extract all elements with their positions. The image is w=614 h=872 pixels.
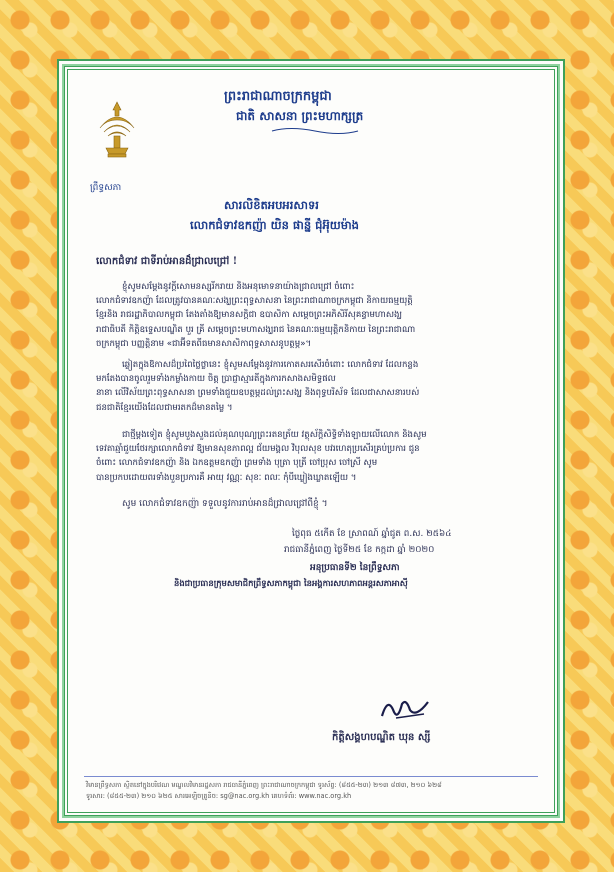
letter-page	[64, 66, 558, 816]
footer-contact: ទូរសារ: (៨៥៥-២៣) ២១០ ៦២៥ សារអេឡិចត្រូនិច: sg@nac.org.kh គេហទំព័រ: www.nac.org.kh	[86, 792, 352, 800]
salutation: លោកជំទាវ ជាទីរាប់អានដ៏ជ្រាលជ្រៅ !	[96, 256, 238, 267]
paragraph-line: ជាថ្មីម្តងទៀត ខ្ញុំសូមបួងសួងដល់គុណបុណ្យព្រះរតនត្រ័យ វត្ថុស័ក្តិសិទ្ធិទាំងឡាយលើលោក និងសូម	[122, 430, 427, 440]
closing-line: សូម លោកជំទាវឧកញ៉ា ទទួលនូវការរាប់អានដ៏ជ្រាលជ្រៅពីខ្ញុំ ។	[122, 499, 328, 509]
paragraph-line: ចក្រកម្ពុជា បញ្ញត្តិនាម «ជាអ៊ីទតពីធមានសាសិកាពុទ្ធសាសនូបត្ថម្ភ»។	[96, 338, 312, 349]
kingdom-heading: ព្រះរាជាណាចក្រកម្ពុជា	[224, 89, 332, 104]
organization-name: ព្រឹទ្ធសភា	[90, 183, 122, 193]
footer-address: វិមានព្រឹទ្ធសភា ស្ថិតនៅក្នុងបរិវេណ មណ្ឌលវិមានរដ្ឋសភា រាជធានីភ្នំពេញ ព្រះរាជាណាចក្រកម្ពុជា ទូរស័ព្ទ: (៨៥៥-២៣) ២១៣ ៨៧៣, ២១០ ៦២៨	[86, 781, 442, 789]
paragraph-line: បានប្រកបដោយពរទាំងបួនប្រការគឺ អាយុ វណ្ណៈ សុខៈ ពលៈ កុំបីឃ្លៀងឃ្លាតឡើយ ។	[96, 472, 357, 483]
national-motto: ជាតិ សាសនា ព្រះមហាក្សត្រ	[236, 109, 364, 123]
footer-divider	[84, 776, 538, 777]
paragraph-blessings	[96, 428, 526, 485]
paragraph-line: ទេវតាឆ្មាំជួយថែរក្សាលោកជំទាវ ឱ្យមានសុខភាពល្អ ជ័យមង្គល វិបុលសុខ បវរហេតុប្រសើរគ្រប់ប្រការ ជូន	[96, 444, 420, 455]
handwritten-signature	[376, 694, 436, 724]
paragraph-appreciation	[96, 358, 526, 415]
paragraph-line: ជនជាតិខ្មែរយើងដែលជាមរតកដ៏មានតម្លៃ ។	[96, 402, 233, 413]
paragraph-line: រាជាធិបតី កិត្តិឧទ្ទេសបណ្ឌិត បួរ គ្រី សម្តេចព្រះមហាសង្ឃរាជ នៃគណៈធម្មយុត្តិកនិកាយ នៃព្រះរាជាណា	[96, 324, 416, 335]
letter-recipient: លោកជំទាវឧកញ៉ា យិន ផាន្នី ជុំអ៊ុយម៉ាង	[190, 218, 359, 232]
signer-name: កិត្តិសង្គហបណ្ឌិត ឃុន ស្សី	[332, 732, 431, 743]
paragraph-line: ខ្ញុំសូមសម្តែងនូវក្តីសោមនស្សរីករាយ និងអនុមោទនាយ៉ាងជ្រាលជ្រៅ ចំពោះ	[122, 282, 355, 292]
senate-emblem-icon	[88, 98, 146, 178]
paragraph-line: នានា លើវិស័យព្រះពុទ្ធសាសនា ព្រមទាំងជួយឧបត្ថម្ភដល់ព្រះសង្ឃ និងពុទ្ធបរិស័ទ ដែលជាសាសនារបស់	[96, 388, 420, 399]
signer-subtitle: និងជាប្រធានក្រុមសមាជិកព្រឹទ្ធសភាកម្ពុជា នៃអង្គការសហភាពអន្តរសភាអាស៊ី	[174, 578, 408, 588]
paragraph-line: លោកជំទាវឧកញ៉ា ដែលត្រូវបានគណៈសង្ឃព្រះពុទ្ធសាសនា នៃព្រះរាជាណាចក្រកម្ពុជា និកាយធម្មយុត្តិ	[96, 296, 413, 307]
paragraph-line: មកតែងបានចូលរួមទាំងកម្លាំងកាយ ចិត្ត ប្រាជ្ញាស្មារតីក្នុងការកសាងសមិទ្ធផល	[96, 374, 336, 385]
signer-title: អនុប្រធានទី២ នៃព្រឹទ្ធសភា	[310, 563, 400, 573]
letter-title: សារលិខិតអបអរសាទរ	[224, 198, 319, 212]
paragraph-line: ខ្មែរនិង រាជរដ្ឋាភិបាលកម្ពុជា តែងតាំងឱ្យមានសក្តិជា ឧបាសិកា សម្តេចព្រះអភិសិរីសុគន្ធាមហាសង្ឃ	[96, 310, 403, 321]
paragraph-line: ចំពោះ លោកជំទាវឧកញ៉ា និង ឯកឧត្តមឧកញ៉ា ព្រមទាំង បុត្រា បុត្រី ចៅប្រុស ចៅស្រី សូម	[96, 458, 378, 469]
solar-date: រាជធានីភ្នំពេញ ថ្ងៃទី២៥ ខែ កក្កដា ឆ្នាំ ២០២០	[284, 545, 435, 555]
lunar-date: ថ្ងៃពុធ ៥កើត ខែ ស្រាពណ៍ ឆ្នាំជូត ព.ស. ២៥៦៤	[292, 529, 452, 539]
ornament-divider-icon	[270, 126, 360, 136]
paragraph-line: ឆ្លៀតក្នុងឱកាសដ៏ប្រពៃថ្លៃថ្លានេះ ខ្ញុំសូមសម្តែងនូវការកោតសរសើរចំពោះ លោកជំទាវ ដែលកន្លង	[122, 360, 419, 370]
paragraph-congratulations	[96, 280, 526, 351]
